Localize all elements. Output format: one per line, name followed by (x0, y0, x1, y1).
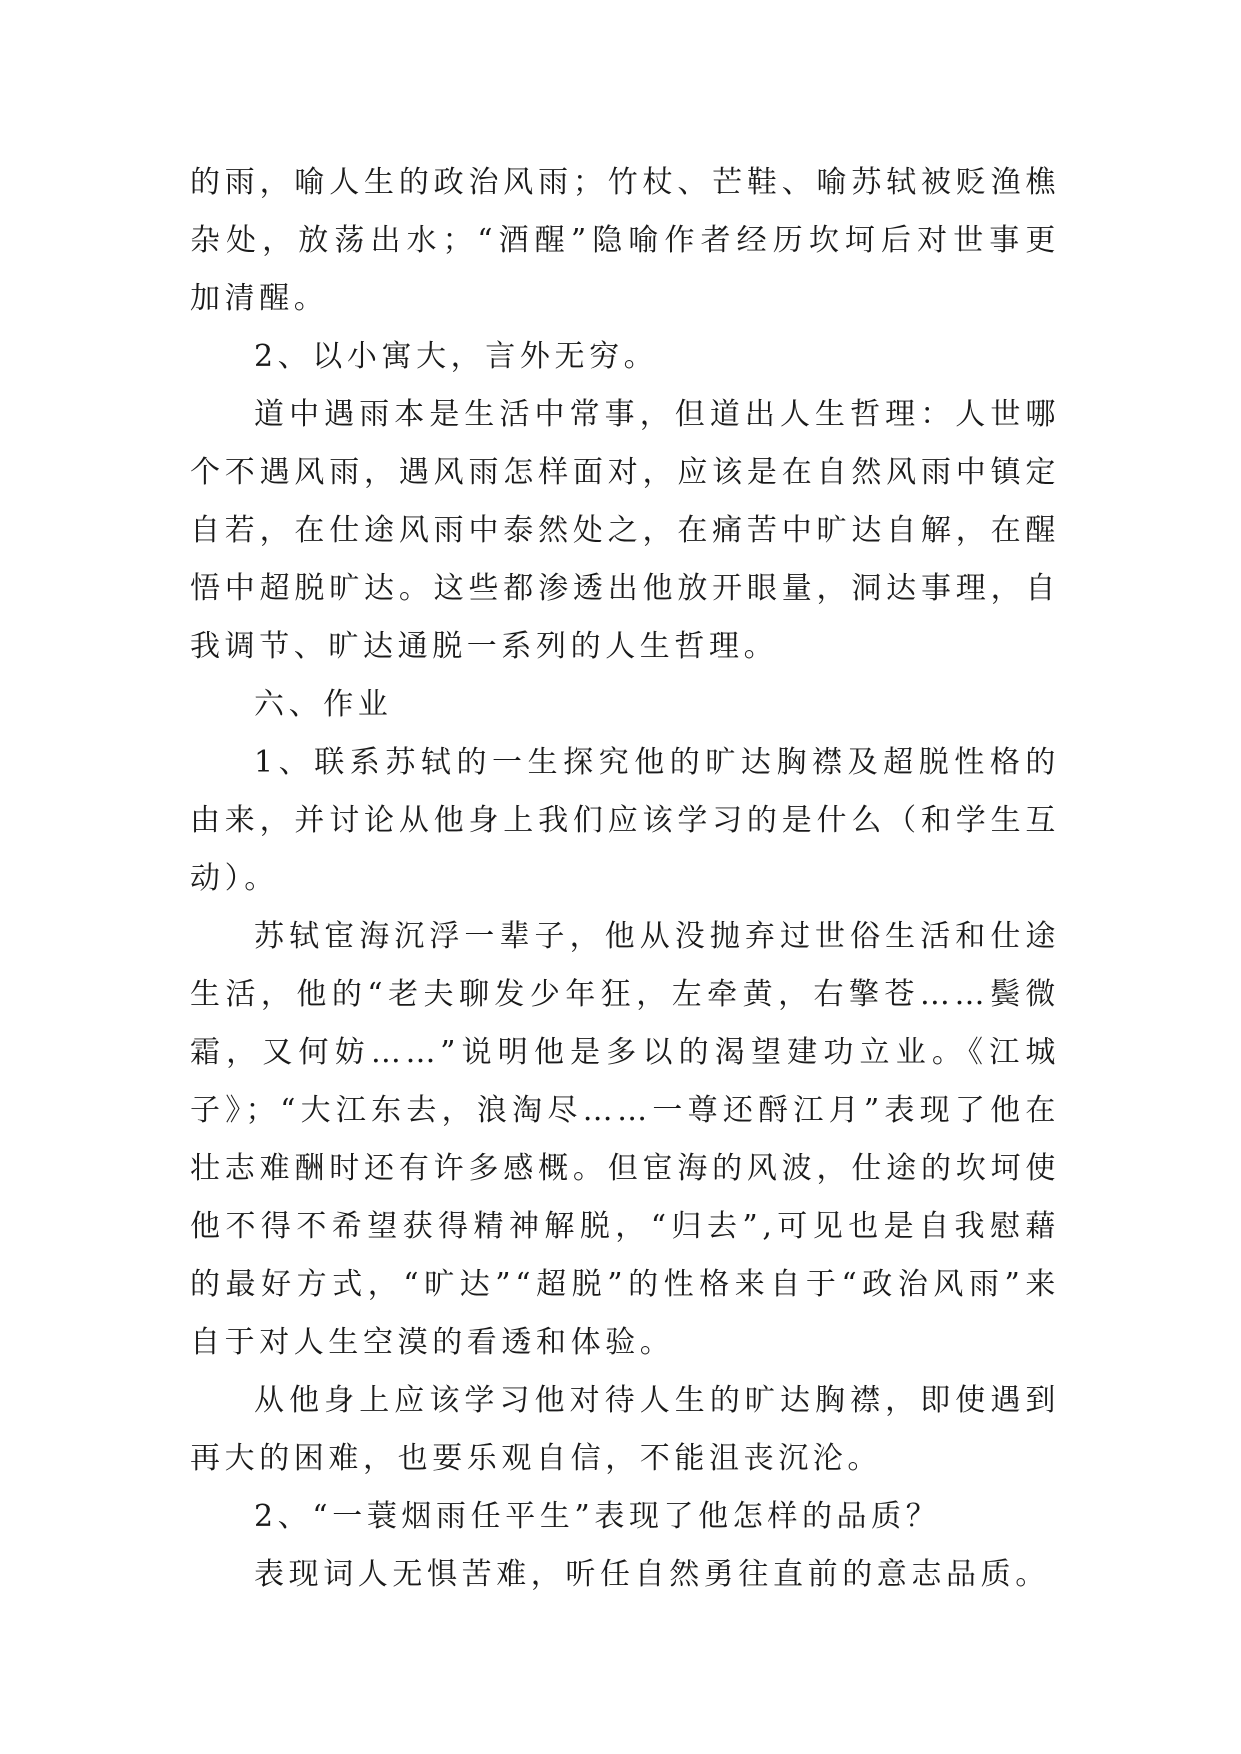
paragraph-point-2-heading: 2、以小寓大，言外无穷。 (254, 339, 659, 374)
section-heading-homework: 六、作业 (254, 687, 393, 722)
paragraph-continuation: 的雨，喻人生的政治风雨；竹杖、芒鞋、喻苏轼被贬渔樵杂处，放荡出水；“酒醒”隐喻作者经历坎坷后对世事更加清醒。 (190, 165, 1060, 316)
homework-answer-2: 表现词人无惧苦难，听任自然勇往直前的意志品质。 (254, 1557, 1050, 1592)
paragraph-philosophy: 道中遇雨本是生活中常事，但道出人生哲理：人世哪个不遇风雨，遇风雨怎样面对，应该是在自然风雨中镇定自若，在仕途风雨中泰然处之，在痛苦中旷达自解，在醒悟中超脱旷达。这些都渗透出他放开眼量，洞达事理，自我调节、旷达通脱一系列的人生哲理。 (190, 397, 1060, 664)
document-body (190, 154, 1060, 1604)
homework-answer-1-conclusion: 从他身上应该学习他对待人生的旷达胸襟，即使遇到再大的困难，也要乐观自信，不能沮丧沉沦。 (190, 1383, 1060, 1476)
homework-answer-1: 苏轼宦海沉浮一辈子，他从没抛弃过世俗生活和仕途生活，他的“老夫聊发少年狂，左牵黄，右擎苍……鬓微霜，又何妨……”说明他是多以的渴望建功立业。《江城子》；“大江东去，浪淘尽……一尊还酹江月”表现了他在壮志难酬时还有许多感概。但宦海的风波，仕途的坎坷使他不得不希望获得精神解脱，“归去”,可见也是自我慰藉的最好方式，“旷达”“超脱”的性格来自于“政治风雨”来自于对人生空漠的看透和体验。 (190, 919, 1060, 1360)
homework-question-2: 2、“一蓑烟雨任平生”表现了他怎样的品质？ (254, 1499, 941, 1534)
homework-question-1: 1、联系苏轼的一生探究他的旷达胸襟及超脱性格的由来，并讨论从他身上我们应该学习的是什么（和学生互动）。 (190, 745, 1060, 896)
